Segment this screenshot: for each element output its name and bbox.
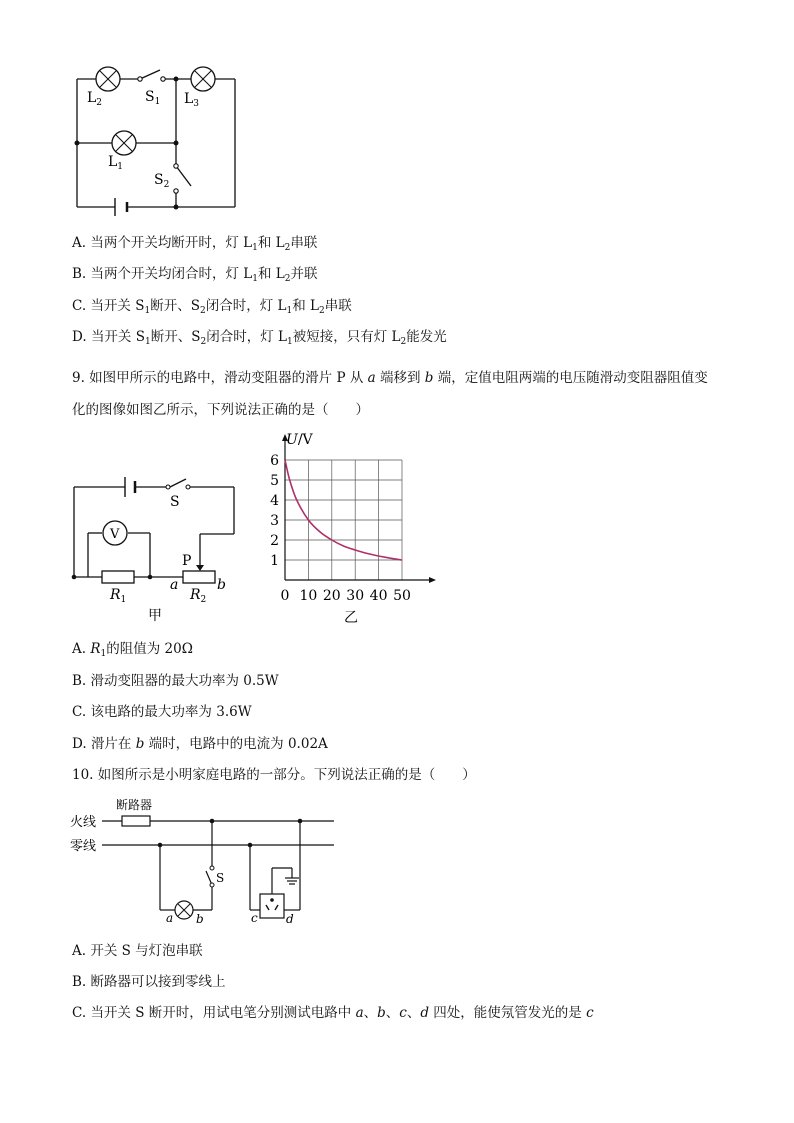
- q10-option-c[interactable]: C. 当开关 S 断开时，用试电笔分别测试电路中 a、b、c、d 四处，能使氖管发光的是 c: [72, 1005, 594, 1021]
- label-b: b: [217, 577, 226, 593]
- point-a: a: [166, 911, 174, 925]
- y-tick-label: 1: [270, 553, 279, 569]
- q8-option-d[interactable]: D. 当开关 $S_1$断开、$S_2$闭合时，灯 $L_1$被短接，只有灯 $L_2$能发光: [72, 329, 447, 347]
- chart-grid: [285, 460, 402, 580]
- label-l3: $L_3$: [184, 91, 200, 109]
- y-axis-label: U/V: [286, 432, 313, 448]
- label-r1: $R_1$: [110, 587, 127, 605]
- live-wire-label: 火线: [70, 815, 97, 830]
- x-tick-label: 20: [322, 588, 341, 604]
- y-tick-label: 2: [270, 533, 279, 549]
- chart-axes: [282, 434, 436, 583]
- voltmeter-label: V: [110, 527, 120, 542]
- q8-option-a[interactable]: A. 当两个开关均断开时，灯 $L_1$和 $L_2$串联: [72, 235, 318, 253]
- y-tick-label: 5: [270, 473, 279, 489]
- label-switch-s: S: [216, 871, 225, 885]
- q8-option-c[interactable]: C. 当开关 $S_1$断开、$S_2$闭合时，灯 $L_1$和 $L_2$串联: [72, 298, 352, 316]
- label-s2: $S_2$: [154, 172, 170, 190]
- q10-stem: 10. 如图所示是小明家庭电路的一部分。下列说法正确的是（ ）: [72, 767, 476, 783]
- x-tick-label: 30: [346, 588, 365, 604]
- x-tick-label: 0: [280, 588, 290, 604]
- label-s1: $S_1$: [145, 89, 161, 107]
- caption-jia: 甲: [148, 608, 162, 624]
- caption-yi: 乙: [344, 610, 358, 626]
- y-tick-label: 6: [270, 453, 279, 469]
- point-d: d: [286, 912, 294, 926]
- household-circuit-q10: [66, 796, 346, 926]
- point-b: b: [196, 912, 204, 926]
- x-tick-label: 50: [393, 588, 411, 604]
- q9-option-b[interactable]: B. 滑动变阻器的最大功率为 0.5W: [72, 673, 279, 689]
- q10-option-b[interactable]: B. 断路器可以接到零线上: [72, 974, 226, 990]
- series-line: [285, 460, 402, 560]
- q9-stem-line2: 化的图像如图乙所示，下列说法正确的是（ ）: [72, 402, 369, 418]
- point-c: c: [251, 911, 258, 925]
- chart-ticks: [270, 453, 411, 604]
- neutral-wire-label: 零线: [70, 839, 97, 854]
- y-tick-label: 4: [270, 493, 279, 509]
- circuit-diagram-q9: [62, 465, 252, 625]
- label-l1: $L_1$: [108, 154, 124, 172]
- x-axis-arrow: [429, 577, 436, 583]
- y-tick-label: 3: [270, 513, 279, 529]
- label-r2: $R_2$: [190, 587, 207, 605]
- q10-option-a[interactable]: A. 开关 S 与灯泡串联: [72, 943, 203, 959]
- q9-stem-line1: 9. 如图甲所示的电路中，滑动变阻器的滑片 P 从 a 端移到 b 端，定值电阻两端的电压随滑动变阻器阻值变: [72, 370, 708, 386]
- label-l2: $L_2$: [87, 90, 103, 108]
- x-tick-label: 40: [369, 588, 388, 604]
- label-s: S: [170, 494, 180, 510]
- q9-option-a[interactable]: A. $R_1$的阻值为 20Ω: [72, 641, 193, 659]
- circuit-diagram-q8: [60, 60, 250, 220]
- q9-option-d[interactable]: D. 滑片在 b 端时，电路中的电流为 0.02A: [72, 736, 328, 752]
- u-r-graph: [262, 430, 442, 630]
- x-tick-label: 10: [299, 588, 318, 604]
- breaker-label: 断路器: [116, 798, 153, 812]
- q9-option-c[interactable]: C. 该电路的最大功率为 3.6W: [72, 704, 252, 720]
- label-p: P: [182, 553, 192, 569]
- q8-option-b[interactable]: B. 当两个开关均闭合时，灯 $L_1$和 $L_2$并联: [72, 266, 318, 284]
- label-a: a: [170, 577, 179, 593]
